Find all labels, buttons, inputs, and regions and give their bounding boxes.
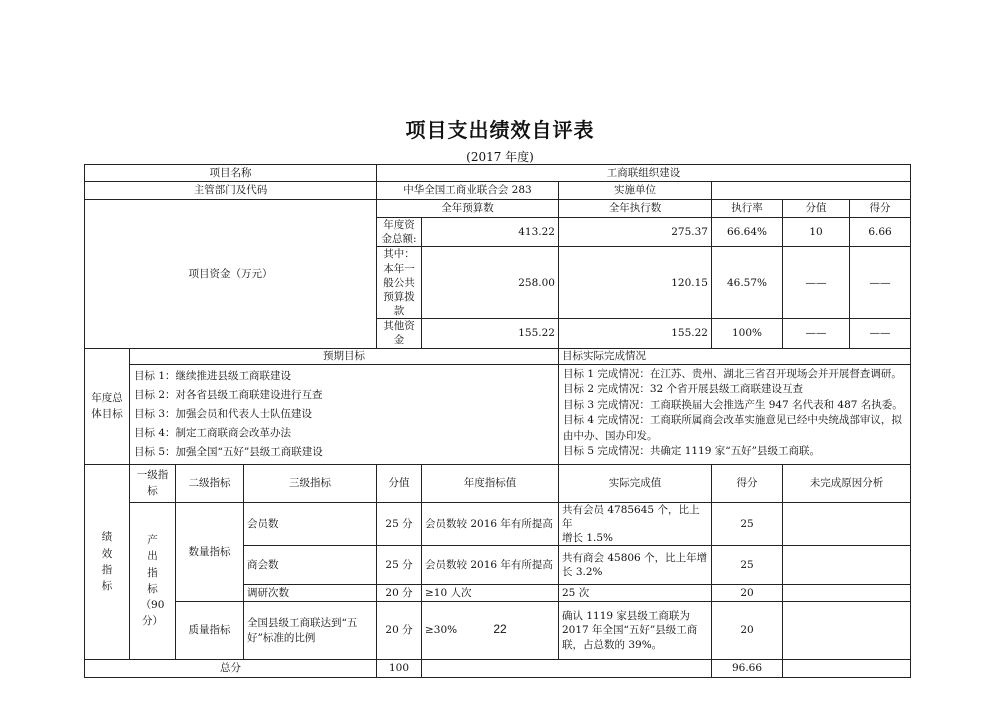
impl-unit-label: 实施单位	[559, 182, 712, 200]
level3-line: 全国县级工商联达到“五	[247, 617, 358, 630]
level3-line: 好”标准的比例	[247, 631, 316, 644]
funds-row-label: 其中：本年一般公共预算拨款	[377, 247, 422, 319]
actual-line: 2017 年全国“五好”县级工商	[562, 624, 698, 637]
annual-goals-label-line: 体目标	[91, 408, 123, 421]
funds-row-rate: 100%	[712, 319, 783, 348]
funds-row-budget: 155.22	[422, 319, 559, 348]
dept-label: 主管部门及代码	[85, 182, 377, 200]
score-value-cell: 20 分	[377, 585, 422, 602]
funds-row-score: ——	[850, 247, 911, 319]
score-value-cell: 25 分	[377, 546, 422, 585]
level1-header	[130, 464, 176, 502]
funds-header-executed: 全年执行数	[559, 200, 712, 218]
level1-char: 指	[147, 566, 158, 579]
funds-header-rate: 执行率	[712, 200, 783, 218]
funds-row-budget: 413.22	[422, 218, 559, 247]
score-cell: 20	[712, 602, 783, 660]
total-target	[422, 660, 712, 678]
actual-line: 确认 1119 家县级工商联为	[562, 610, 690, 623]
funds-row-score: 6.66	[850, 218, 911, 247]
goal-result: 目标 5 完成情况：共确定 1119 家“五好”县级工商联。	[563, 445, 820, 458]
level2-quantity: 数量指标	[176, 502, 244, 602]
goal-result: 目标 1 完成情况：在江苏、贵州、湖北三省召开现场会并开展督查调研。	[563, 367, 902, 380]
level1-header-line: 一级指	[136, 468, 169, 481]
goal-item: 目标 5：加强全国“五好”县级工商联建设	[134, 445, 323, 458]
target-cell: ≥30%	[422, 602, 559, 660]
funds-header-budget: 全年预算数	[377, 200, 559, 218]
score-value-header: 分值	[377, 464, 422, 502]
expected-goals-header: 预期目标	[130, 348, 559, 364]
goal-item: 目标 3：加强会员和代表人士队伍建设	[134, 407, 313, 420]
annual-goals-label-line: 年度总	[91, 391, 123, 404]
actual-cell: 25 次	[559, 585, 712, 602]
total-label: 总分	[85, 660, 377, 678]
target-header: 年度指标值	[422, 464, 559, 502]
document-subtitle: (2017 年度)	[466, 150, 534, 164]
actual-line: 共有会员 4785645 个，比上年	[562, 503, 700, 530]
goal-item: 目标 1：继续推进县级工商联建设	[134, 369, 292, 382]
expected-goals-list	[130, 364, 559, 464]
score-cell: 25	[712, 546, 783, 585]
funds-row-score: ——	[850, 319, 911, 348]
goal-result: 由中办、国办印发。	[563, 429, 658, 442]
goal-result: 目标 2 完成情况：32 个省开展县级工商联建设互查	[563, 383, 804, 396]
actual-header: 实际完成值	[559, 464, 712, 502]
level1-char: 出	[147, 550, 158, 563]
dept-value: 中华全国工商业联合会 283	[377, 182, 559, 200]
indicators-label-char: 绩	[101, 531, 113, 544]
document-title: 项目支出绩效自评表	[405, 118, 595, 142]
level3-cell: 商会数	[244, 546, 377, 585]
project-name-label: 项目名称	[85, 165, 377, 182]
level3-cell: 会员数	[244, 502, 377, 546]
target-cell: 会员数较 2016 年有所提高	[422, 502, 559, 546]
funds-row-budget: 258.00	[422, 247, 559, 319]
goal-result: 目标 3 完成情况：工商联换届大会推选产生 947 名代表和 487 名执委。	[563, 398, 903, 411]
target-cell: ≥10 人次	[422, 585, 559, 602]
performance-table	[84, 164, 911, 678]
actual-goals-list	[559, 364, 911, 464]
actual-goals-header: 目标实际完成情况	[559, 348, 911, 364]
level1-char: （90	[140, 599, 165, 612]
funds-label: 项目资金（万元）	[85, 200, 377, 349]
level1-header-line: 标	[147, 485, 158, 498]
reason-cell	[783, 546, 911, 585]
funds-row-executed: 275.37	[559, 218, 712, 247]
score-cell: 20	[712, 585, 783, 602]
score-header: 得分	[712, 464, 783, 502]
level1-char: 标	[147, 582, 158, 595]
funds-row-score-value: 10	[783, 218, 850, 247]
funds-row-rate: 66.64%	[712, 218, 783, 247]
project-name-value: 工商联组织建设	[377, 165, 911, 182]
actual-line: 联，占总数的 39%。	[562, 638, 663, 651]
score-cell: 25	[712, 502, 783, 546]
total-score: 96.66	[712, 660, 783, 678]
funds-header-score: 得分	[850, 200, 911, 218]
score-value-cell: 20 分	[377, 602, 422, 660]
impl-unit-value	[712, 182, 911, 200]
actual-cell	[559, 502, 712, 546]
level3-cell: 调研次数	[244, 585, 377, 602]
annual-goals-label	[85, 348, 130, 464]
goal-result: 目标 4 完成情况：工商联所属商会改革实施意见已经中央统战部审议，拟	[563, 414, 902, 427]
funds-row-score-value: ——	[783, 319, 850, 348]
goal-item: 目标 4：制定工商联商会改革办法	[134, 426, 292, 439]
indicator-row	[85, 502, 911, 546]
level2-header: 二级指标	[176, 464, 244, 502]
actual-line: 增长 1.5%	[562, 531, 614, 544]
funds-row-rate: 46.57%	[712, 247, 783, 319]
reason-cell	[783, 585, 911, 602]
reason-header: 未完成原因分析	[783, 464, 911, 502]
funds-header-score-value: 分值	[783, 200, 850, 218]
score-value-cell: 25 分	[377, 502, 422, 546]
indicators-label-char: 指	[101, 563, 113, 576]
total-reason	[783, 660, 911, 678]
total-score-value: 100	[377, 660, 422, 678]
actual-cell	[559, 546, 712, 585]
funds-row-label: 年度资金总额:	[377, 218, 422, 247]
level3-header: 三级指标	[244, 464, 377, 502]
actual-line: 长 3.2%	[562, 566, 603, 579]
funds-row-label: 其他资金	[377, 319, 422, 348]
goal-item: 目标 2：对各省县级工商联建设进行互查	[134, 388, 323, 401]
level1-char: 产	[147, 534, 158, 546]
level1-char: 分）	[142, 615, 163, 628]
funds-row-executed: 120.15	[559, 247, 712, 319]
funds-row-executed: 155.22	[559, 319, 712, 348]
page-number: 22	[493, 622, 507, 636]
funds-row-score-value: ——	[783, 247, 850, 319]
level2-quality: 质量指标	[176, 602, 244, 660]
total-row	[85, 660, 911, 678]
indicators-label-char: 效	[101, 547, 113, 560]
reason-cell	[783, 502, 911, 546]
indicators-label-char: 标	[101, 580, 113, 593]
actual-line: 共有商会 45806 个，比上年增	[562, 551, 708, 564]
target-cell: 会员数较 2016 年有所提高	[422, 546, 559, 585]
